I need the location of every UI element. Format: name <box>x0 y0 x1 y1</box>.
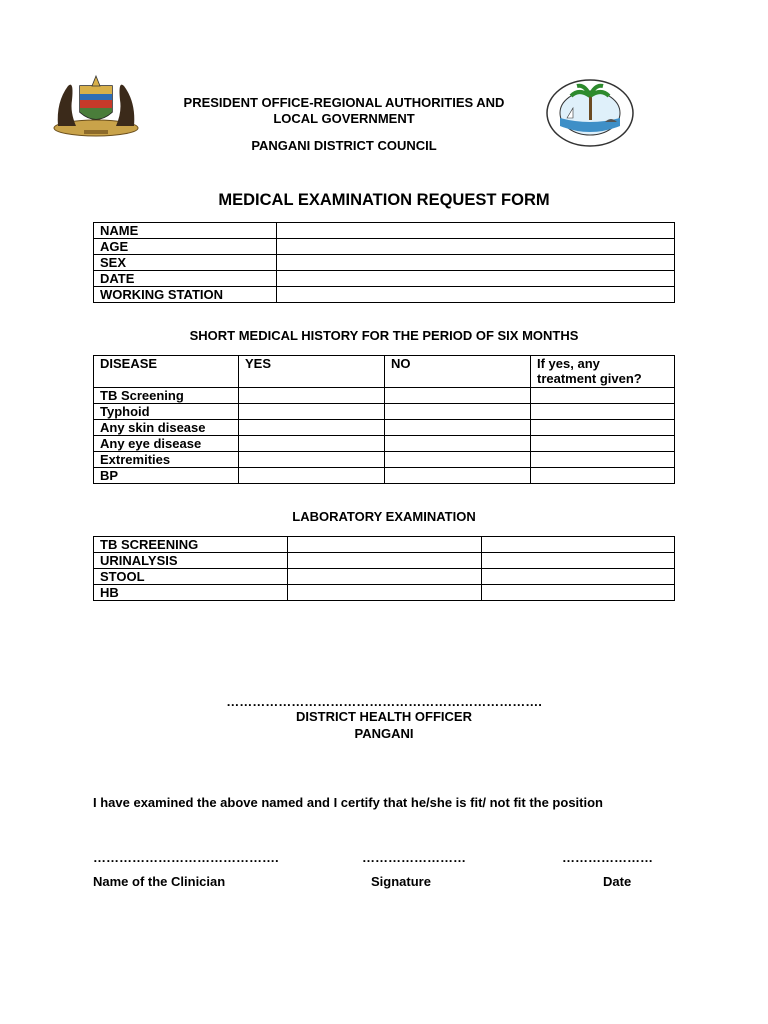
disease-label: Any skin disease <box>94 420 239 436</box>
field-value-cell[interactable] <box>277 271 675 287</box>
no-cell[interactable] <box>385 452 531 468</box>
clinician-name-label: Name of the Clinician <box>93 874 226 889</box>
no-cell[interactable] <box>385 420 531 436</box>
no-cell[interactable] <box>385 404 531 420</box>
date-line: ………………… <box>562 850 653 865</box>
field-value-cell[interactable] <box>277 255 675 271</box>
history-heading: SHORT MEDICAL HISTORY FOR THE PERIOD OF SIX MONTHS <box>189 328 579 343</box>
treatment-cell[interactable] <box>531 420 675 436</box>
yes-cell[interactable] <box>239 452 385 468</box>
lab-result-cell[interactable] <box>482 569 675 585</box>
column-header: If yes, any treatment given? <box>531 356 675 388</box>
disease-label: BP <box>94 468 239 484</box>
column-header: DISEASE <box>94 356 239 388</box>
header-authority-line2: LOCAL GOVERNMENT <box>273 111 415 126</box>
field-label: WORKING STATION <box>94 287 277 303</box>
lab-test-label: HB <box>94 585 288 601</box>
yes-cell[interactable] <box>239 404 385 420</box>
clinician-name-line: ……………………………………. <box>93 850 279 865</box>
medical-history-table <box>93 355 675 484</box>
field-label: SEX <box>94 255 277 271</box>
disease-label: Any eye disease <box>94 436 239 452</box>
yes-cell[interactable] <box>239 436 385 452</box>
lab-test-label: TB SCREENING <box>94 537 288 553</box>
officer-place: PANGANI <box>354 726 414 741</box>
treatment-cell[interactable] <box>531 388 675 404</box>
lab-heading: LABORATORY EXAMINATION <box>292 509 476 524</box>
lab-result-cell[interactable] <box>482 585 675 601</box>
date-label: Date <box>603 874 632 889</box>
treatment-cell[interactable] <box>531 404 675 420</box>
treatment-cell[interactable] <box>531 468 675 484</box>
certification-statement: I have examined the above named and I certify that he/she is fit/ not fit the position <box>93 795 603 810</box>
lab-exam-table <box>93 536 675 601</box>
lab-test-label: URINALYSIS <box>94 553 288 569</box>
signature-line: …………………… <box>362 850 466 865</box>
field-label: NAME <box>94 223 277 239</box>
yes-cell[interactable] <box>239 468 385 484</box>
disease-label: Typhoid <box>94 404 239 420</box>
no-cell[interactable] <box>385 436 531 452</box>
field-value-cell[interactable] <box>277 287 675 303</box>
header-authority-line1: PRESIDENT OFFICE-REGIONAL AUTHORITIES AND <box>183 95 505 110</box>
column-header: YES <box>239 356 385 388</box>
header-council: PANGANI DISTRICT COUNCIL <box>251 138 437 153</box>
no-cell[interactable] <box>385 468 531 484</box>
no-cell[interactable] <box>385 388 531 404</box>
lab-result-cell[interactable] <box>288 569 482 585</box>
disease-label: TB Screening <box>94 388 239 404</box>
district-council-seal <box>545 78 635 148</box>
disease-label: Extremities <box>94 452 239 468</box>
lab-result-cell[interactable] <box>288 553 482 569</box>
page-title: MEDICAL EXAMINATION REQUEST FORM <box>218 191 550 209</box>
lab-result-cell[interactable] <box>482 537 675 553</box>
treatment-cell[interactable] <box>531 436 675 452</box>
officer-signature-line: ………………………………………………………………. <box>226 694 542 709</box>
column-header: NO <box>385 356 531 388</box>
personal-info-table <box>93 222 675 303</box>
yes-cell[interactable] <box>239 420 385 436</box>
lab-result-cell[interactable] <box>288 585 482 601</box>
field-value-cell[interactable] <box>277 223 675 239</box>
signature-label: Signature <box>371 874 431 889</box>
field-label: DATE <box>94 271 277 287</box>
lab-result-cell[interactable] <box>482 553 675 569</box>
yes-cell[interactable] <box>239 388 385 404</box>
field-value-cell[interactable] <box>277 239 675 255</box>
treatment-cell[interactable] <box>531 452 675 468</box>
lab-result-cell[interactable] <box>288 537 482 553</box>
officer-title: DISTRICT HEALTH OFFICER <box>296 709 472 724</box>
lab-test-label: STOOL <box>94 569 288 585</box>
coat-of-arms-emblem <box>50 72 142 138</box>
field-label: AGE <box>94 239 277 255</box>
